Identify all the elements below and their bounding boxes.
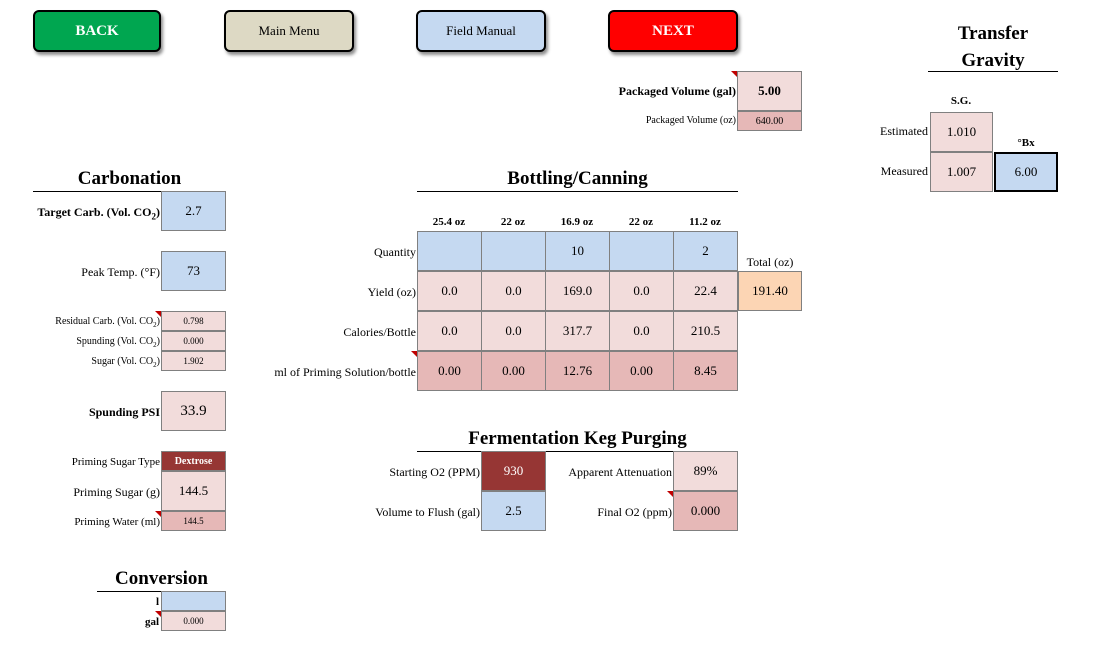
purging-title: Fermentation Keg Purging xyxy=(468,428,687,449)
quantity-value-3: 10 xyxy=(571,243,584,258)
total-value: 191.40 xyxy=(752,283,788,298)
sugar-vol-value: 1.902 xyxy=(183,356,204,366)
spunding-vol-value: 0.000 xyxy=(183,336,204,346)
conversion-title: Conversion xyxy=(115,568,208,589)
col-header-2: 22 oz xyxy=(500,216,526,228)
target-carb-cell[interactable] xyxy=(161,191,226,231)
spunding-psi-label: Spunding PSI xyxy=(88,405,160,419)
next-button[interactable] xyxy=(608,10,738,52)
priming-value-5: 8.45 xyxy=(694,363,717,378)
final-o2-value: 0.000 xyxy=(690,503,721,518)
calories-cell-2 xyxy=(481,311,546,351)
target-carb-value: 2.7 xyxy=(185,203,202,218)
calories-label: Calories/Bottle xyxy=(343,325,416,339)
priming-cell-4 xyxy=(609,351,674,391)
peak-temp-value: 73 xyxy=(187,263,200,278)
priming-cell-5 xyxy=(673,351,738,391)
priming-solution-label: ml of Priming Solution/bottle xyxy=(274,365,416,379)
packaged-volume-oz-value: 640.00 xyxy=(755,115,784,127)
measured-sg-value: 1.007 xyxy=(946,164,977,179)
packaged-volume-gal-cell[interactable] xyxy=(737,71,802,111)
spunding-vol-label: Spunding (Vol. $CO_2$) xyxy=(76,336,160,349)
bottling-title-underline xyxy=(417,191,738,192)
main-menu-button[interactable] xyxy=(224,10,354,52)
priming-cell-2 xyxy=(481,351,546,391)
conversion-l-input[interactable] xyxy=(161,591,226,611)
yield-value-2: 0.0 xyxy=(505,283,522,298)
quantity-label: Quantity xyxy=(374,245,416,259)
target-carb-label: Target Carb. (Vol. $CO_2$) xyxy=(37,205,160,222)
priming-cell-1 xyxy=(417,351,482,391)
priming-sugar-value: 144.5 xyxy=(178,483,209,498)
col-header-5: 11.2 oz xyxy=(689,216,721,228)
priming-value-3: 12.76 xyxy=(562,363,593,378)
measured-label: Measured xyxy=(880,164,928,178)
total-cell xyxy=(738,271,802,311)
col-header-3: 16.9 oz xyxy=(560,216,594,228)
volume-flush-value: 2.5 xyxy=(505,503,522,518)
estimated-sg-cell xyxy=(930,112,993,152)
transfer-title-line2: Gravity xyxy=(961,50,1025,71)
conversion-gal-cell xyxy=(161,611,226,631)
back-button[interactable] xyxy=(33,10,161,52)
volume-flush-cell[interactable] xyxy=(481,491,546,531)
priming-sugar-cell xyxy=(161,471,226,511)
estimated-sg-value: 1.010 xyxy=(946,124,977,139)
spunding-vol-cell xyxy=(161,331,226,351)
priming-cell-3 xyxy=(545,351,610,391)
spunding-psi-value: 33.9 xyxy=(180,402,207,419)
calories-value-2: 0.0 xyxy=(505,323,522,338)
priming-water-value: 144.5 xyxy=(183,516,204,526)
priming-water-cell xyxy=(161,511,226,531)
yield-cell-3 xyxy=(545,271,610,311)
yield-value-1: 0.0 xyxy=(441,283,458,298)
quantity-cell-5[interactable] xyxy=(673,231,738,271)
calories-value-4: 0.0 xyxy=(633,323,650,338)
calories-value-3: 317.7 xyxy=(562,323,593,338)
yield-label: Yield (oz) xyxy=(367,285,416,299)
calories-cell-5 xyxy=(673,311,738,351)
yield-cell-1 xyxy=(417,271,482,311)
carbonation-title: Carbonation xyxy=(77,168,182,189)
yield-value-5: 22.4 xyxy=(694,283,717,298)
peak-temp-label: Peak Temp. (°F) xyxy=(81,265,160,279)
conversion-gal-label: gal xyxy=(144,616,159,628)
packaged-volume-gal-value: 5.00 xyxy=(758,83,781,98)
residual-carb-value: 0.798 xyxy=(183,316,204,326)
attenuation-label: Apparent Attenuation xyxy=(568,465,672,479)
bx-header: °Bx xyxy=(1017,137,1035,149)
bottling-title: Bottling/Canning xyxy=(507,168,648,189)
priming-water-label: Priming Water (ml) xyxy=(74,516,160,528)
starting-o2-label: Starting O2 (PPM) xyxy=(389,465,480,479)
total-label: Total (oz) xyxy=(746,255,794,269)
yield-cell-4 xyxy=(609,271,674,311)
calories-cell-4 xyxy=(609,311,674,351)
calories-cell-1 xyxy=(417,311,482,351)
packaged-volume-oz-label: Packaged Volume (oz) xyxy=(645,115,736,126)
starting-o2-cell[interactable] xyxy=(481,451,546,491)
packaged-volume-gal-label: Packaged Volume (gal) xyxy=(618,84,736,98)
priming-sugar-label: Priming Sugar (g) xyxy=(73,485,160,499)
priming-type-dropdown[interactable] xyxy=(161,451,226,471)
sg-header: S.G. xyxy=(950,95,972,107)
yield-value-4: 0.0 xyxy=(633,283,650,298)
estimated-label: Estimated xyxy=(880,124,928,138)
residual-carb-cell xyxy=(161,311,226,331)
back-button-label: BACK xyxy=(75,22,119,39)
quantity-cell-1[interactable] xyxy=(417,231,482,271)
calories-value-5: 210.5 xyxy=(690,323,721,338)
measured-bx-cell[interactable] xyxy=(994,152,1058,192)
starting-o2-value: 930 xyxy=(503,463,524,478)
sugar-vol-label: Sugar (Vol. $CO_2$) xyxy=(91,356,160,369)
yield-cell-2 xyxy=(481,271,546,311)
attenuation-value: 89% xyxy=(693,463,718,478)
priming-type-label: Priming Sugar Type xyxy=(71,456,160,468)
field-manual-button[interactable] xyxy=(416,10,546,52)
quantity-value-5: 2 xyxy=(702,243,709,258)
conversion-l-label: l xyxy=(155,596,159,608)
yield-cell-5 xyxy=(673,271,738,311)
priming-value-4: 0.00 xyxy=(630,363,653,378)
final-o2-label: Final O2 (ppm) xyxy=(597,505,672,519)
packaged-volume-oz-cell xyxy=(737,111,802,131)
main-menu-button-label: Main Menu xyxy=(258,23,320,38)
transfer-title-underline xyxy=(928,71,1058,72)
calories-value-1: 0.0 xyxy=(441,323,458,338)
peak-temp-cell[interactable] xyxy=(161,251,226,291)
field-manual-button-label: Field Manual xyxy=(446,23,516,38)
priming-value-2: 0.00 xyxy=(502,363,525,378)
spunding-psi-cell xyxy=(161,391,226,431)
quantity-cell-4[interactable] xyxy=(609,231,674,271)
calories-cell-3 xyxy=(545,311,610,351)
priming-type-value: Dextrose xyxy=(174,455,213,467)
quantity-cell-2[interactable] xyxy=(481,231,546,271)
col-header-4: 22 oz xyxy=(628,216,654,228)
residual-carb-label: Residual Carb. (Vol. $CO_2$) xyxy=(55,316,160,329)
transfer-title-line1: Transfer xyxy=(957,23,1029,44)
conversion-gal-value: 0.000 xyxy=(183,616,204,626)
volume-flush-label: Volume to Flush (gal) xyxy=(375,505,480,519)
next-button-label: NEXT xyxy=(652,22,694,39)
sugar-vol-cell xyxy=(161,351,226,371)
attenuation-cell xyxy=(673,451,738,491)
measured-sg-cell[interactable] xyxy=(930,152,993,192)
col-header-1: 25.4 oz xyxy=(432,216,466,228)
final-o2-cell xyxy=(673,491,738,531)
measured-bx-value: 6.00 xyxy=(1014,164,1038,179)
transfer-gravity-title xyxy=(928,20,1058,74)
quantity-cell-3[interactable] xyxy=(545,231,610,271)
yield-value-3: 169.0 xyxy=(562,283,593,298)
priming-value-1: 0.00 xyxy=(438,363,461,378)
